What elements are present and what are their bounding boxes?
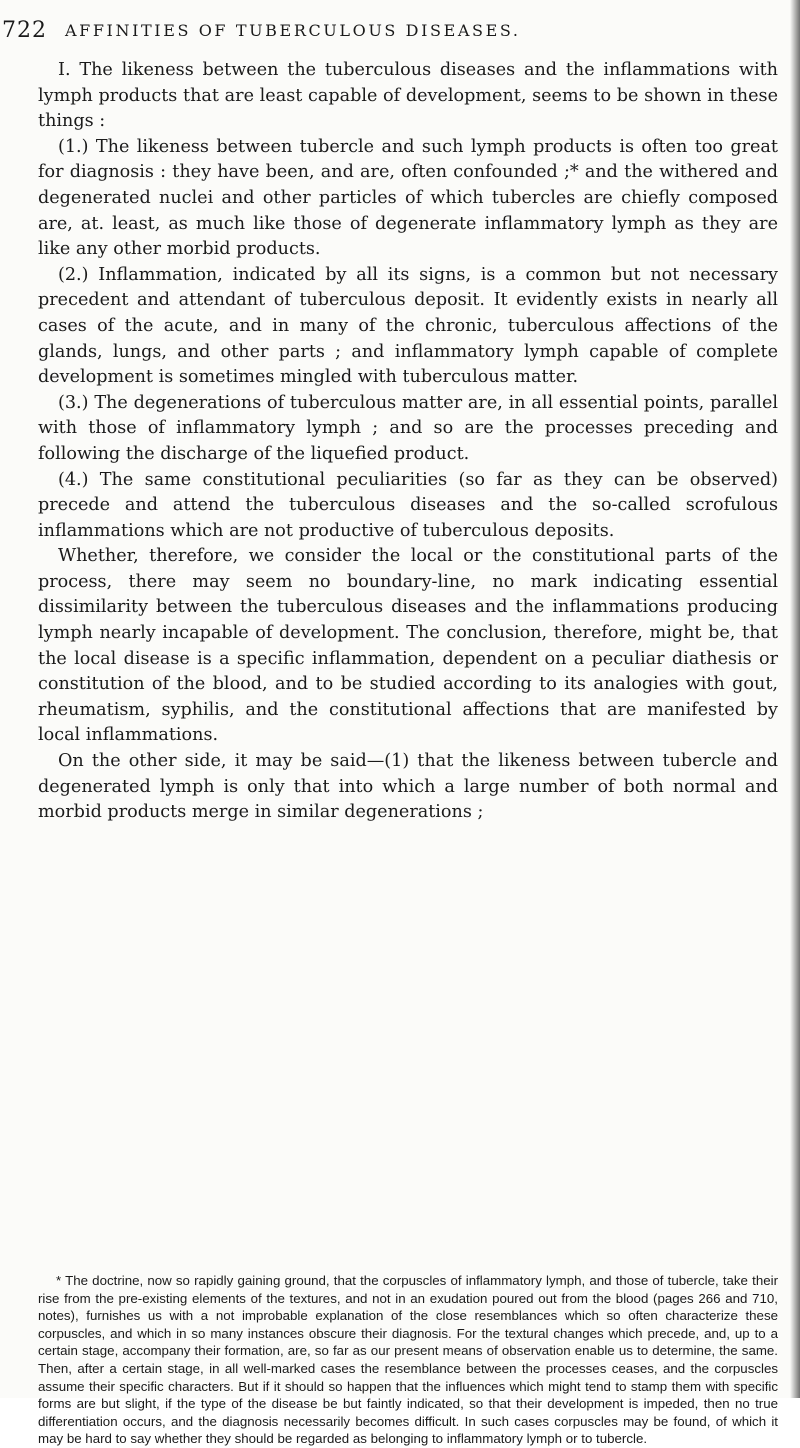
running-head: AFFINITIES OF TUBERCULOUS DISEASES. [65,21,521,40]
page-header [0,18,790,46]
page-edge-shadow [790,0,800,1398]
body-text [38,58,778,826]
paragraph-conclusion: Whether, therefore, we consider the local or the constitutional parts of the process, there may seem no boundary-line, no mark indicating essential dissimilarity between the tuberculous diseases and the inflammations producing lymph nearly incapable of development. The conclusion, therefore, might be, that the local disease is a specific inflammation, dependent on a peculiar diathesis or constitution of the blood, and to be studied according to its analogies with gout, rheumatism, syphilis, and the constitutional affections that are manifested by local inflammations. [38,546,778,746]
paragraph-point-2: (2.) Inflammation, indicated by all its signs, is a common but not necessary precedent and attendant of tuberculous deposit. It evidently exists in nearly all cases of the acute, and in many of the chronic, tuberculous affections of the glands, lungs, and other parts ; and inflammatory lymph capable of complete development is sometimes mingled with tuberculous matter. [38,264,778,388]
footnote-text: * The doctrine, now so rapidly gaining ground, that the corpuscles of inflammatory lymph, and those of tubercle, take their rise from the pre-existing elements of the textures, and not in an exudation poured out from the blood (pages 266 and 710, notes), furnishes us with a not improbable explanation of the close resemblances which so often characterize these corpuscles, and which in so many instances obscure their diagnosis. For the textural changes which precede, and, up to a certain stage, accompany their formation, are, so far as our present means of observation enable us to determine, the same. Then, after a certain stage, in all well-marked cases the resemblance between the processes ceases, and the corpuscles assume their specific characters. But if it should so happen that the influences which might tend to stamp them with specific forms are but slight, if the type of the disease be but faintly indicated, so that their development is impeded, then no true differentiation occurs, and the diagnosis necessarily becomes difficult. In such cases corpuscles may be found, of which it may be hard to say whether they should be regarded as belonging to inflammatory lymph or to tubercle. [38,1273,778,1447]
paragraph-point-4: (4.) The same constitutional peculiarities (so far as they can be observed) precede and attend the tuberculous diseases and the so-called scrofulous inflammations which are not productive of tuberculous deposits. [38,469,778,541]
paragraph-point-3: (3.) The degenerations of tuberculous matter are, in all essential points, parallel with those of inflammatory lymph ; and so are the processes preceding and following the discharge of the liquefied product. [38,392,778,464]
footnote [38,1272,778,1448]
page-number: 722 [2,18,47,43]
paragraph-intro: I. The likeness between the tuberculous diseases and the inflammations with lymph products that are least capable of development, seems to be shown in these things : [38,60,778,132]
paragraph-point-1: (1.) The likeness between tubercle and such lymph products is often too great for diagnosis : they have been, and are, often confounded ;* and the withered and degenerated nuclei and other particles of which tubercles are chiefly composed are, at. least, as much like those of degenerate inflammatory lymph as they are like any other morbid products. [38,136,778,260]
paragraph-other-side: On the other side, it may be said—(1) that the likeness between tubercle and degenerated lymph is only that into which a large number of both normal and morbid products merge in similar degenerations ; [38,751,778,823]
